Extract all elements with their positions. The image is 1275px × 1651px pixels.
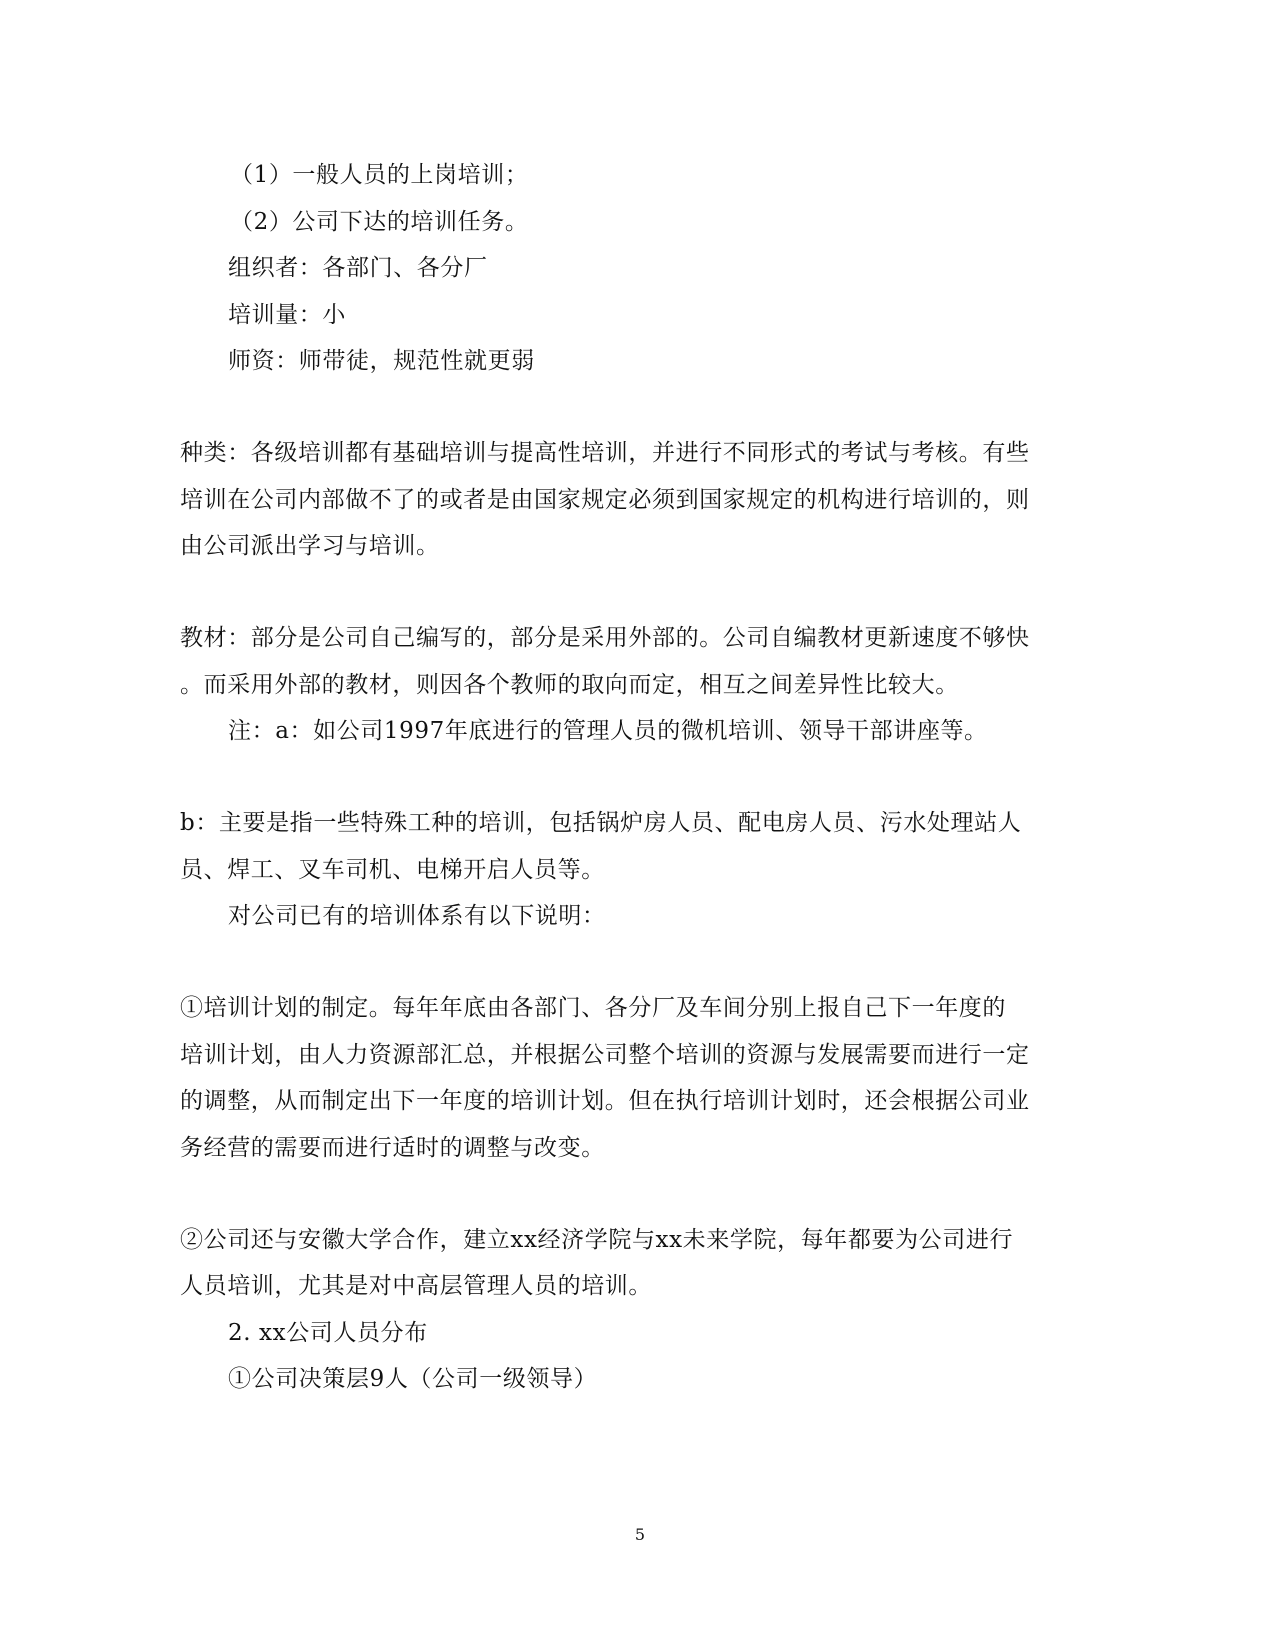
text-line: （1）一般人员的上岗培训； xyxy=(230,162,529,188)
text-line: b：主要是指一些特殊工种的培训，包括锅炉房人员、配电房人员、污水处理站人 xyxy=(180,810,1022,836)
text-line: 师资：师带徒，规范性就更弱 xyxy=(228,348,535,374)
page-number: 5 xyxy=(634,1525,646,1544)
text-line: 务经营的需要而进行适时的调整与改变。 xyxy=(180,1135,605,1161)
text-line: ②公司还与安徽大学合作，建立xx经济学院与xx未来学院，每年都要为公司进行 xyxy=(180,1227,1014,1253)
text-line: 培训在公司内部做不了的或者是由国家规定必须到国家规定的机构进行培训的，则 xyxy=(180,487,1030,513)
text-line: ①培训计划的制定。每年年底由各部门、各分厂及车间分别上报自己下一年度的 xyxy=(180,995,1006,1021)
text-line: 。而采用外部的教材，则因各个教师的取向而定，相互之间差异性比较大。 xyxy=(180,672,959,698)
text-line: 对公司已有的培训体系有以下说明： xyxy=(228,903,606,929)
text-line: 教材：部分是公司自己编写的，部分是采用外部的。公司自编教材更新速度不够快 xyxy=(180,625,1030,651)
text-line: 培训量：小 xyxy=(228,302,346,328)
text-line: 培训计划，由人力资源部汇总，并根据公司整个培训的资源与发展需要而进行一定 xyxy=(180,1042,1030,1068)
text-line: （2）公司下达的培训任务。 xyxy=(230,209,529,235)
text-line: 的调整，从而制定出下一年度的培训计划。但在执行培训计划时，还会根据公司业 xyxy=(180,1088,1030,1114)
text-line: 组织者：各部门、各分厂 xyxy=(228,255,488,281)
text-line: 注：a：如公司1997年底进行的管理人员的微机培训、领导干部讲座等。 xyxy=(228,718,988,744)
section-heading: 2. xx公司人员分布 xyxy=(228,1320,428,1346)
text-line: ①公司决策层9人（公司一级领导） xyxy=(228,1366,598,1392)
text-line: 人员培训，尤其是对中高层管理人员的培训。 xyxy=(180,1273,652,1299)
text-line: 种类：各级培训都有基础培训与提高性培训，并进行不同形式的考试与考核。有些 xyxy=(180,440,1030,466)
text-line: 由公司派出学习与培训。 xyxy=(180,533,440,559)
text-line: 员、焊工、叉车司机、电梯开启人员等。 xyxy=(180,857,605,883)
